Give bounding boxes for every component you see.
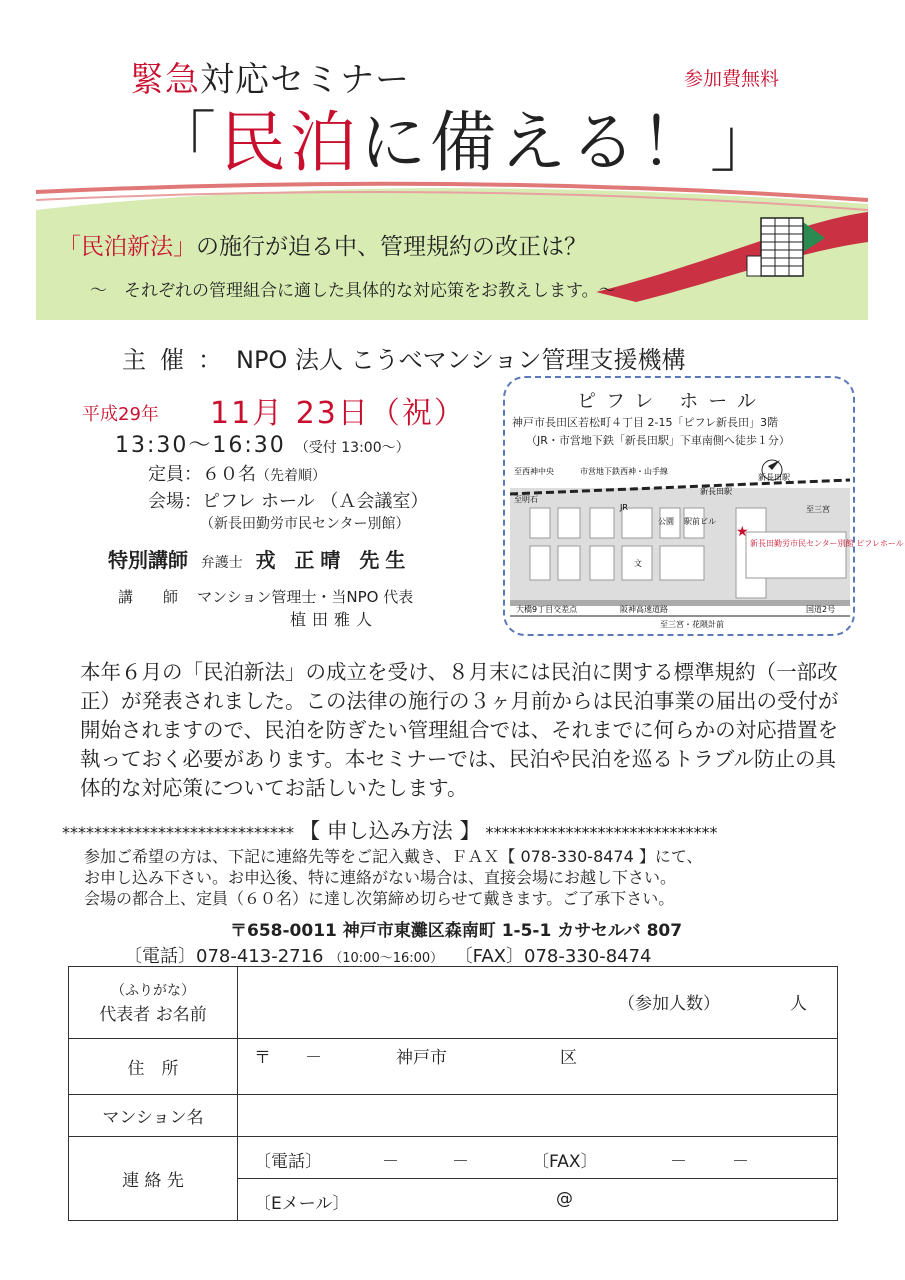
free-fee-note: 参加費無料: [684, 68, 780, 90]
title-open-bracket: 「: [150, 104, 220, 181]
title-rest: に備える！」: [360, 104, 780, 181]
map-access: （JR・市営地下鉄「新長田駅」下車南側へ徒歩１分）: [526, 434, 790, 447]
svg-text:★: ★: [736, 524, 749, 540]
email-field[interactable]: [238, 1179, 838, 1221]
title-minpaku: 民泊: [220, 104, 360, 181]
seminar-tagline: [130, 52, 410, 101]
map-label-akashi: 至明石: [514, 495, 538, 504]
map-address: 神戸市長田区若松町４丁目 2-15「ピフレ新長田」3階: [512, 416, 779, 429]
tel-label: 〔電話〕: [254, 1152, 322, 1172]
special-label: 特別講師: [108, 548, 188, 572]
address-label: 住 所: [69, 1039, 238, 1095]
map-label-route2: 国道2号: [806, 605, 836, 614]
access-map: [510, 450, 904, 630]
map-label-sannomiya: 至三宮: [806, 505, 830, 514]
event-date: 11月 23日（祝）: [210, 396, 466, 431]
tagline-rest: 対応セミナー: [200, 60, 410, 100]
apply-instructions: [84, 846, 703, 909]
date-era: 平成29年: [82, 404, 159, 425]
special-name: 戎 正晴 先生: [255, 548, 412, 572]
tagline-urgent: 緊急: [130, 60, 200, 100]
building-icon: [745, 212, 825, 282]
apply-title: 【 申し込み方法 】: [299, 819, 481, 843]
lecturer: [118, 586, 413, 607]
map-label-seishin: 至西神中央: [514, 467, 554, 476]
capacity: [148, 460, 326, 486]
capacity-note: （先着順）: [256, 468, 326, 484]
lecturer-label: 講 師: [118, 588, 179, 606]
fax: 〔FAX〕078-330-8474: [454, 946, 652, 967]
apply-line-3: 会場の都合上、定員（６０名）に達し次第締め切らせて戴きます。ご了承下さい。: [84, 889, 675, 908]
reception-time: （受付 13:00～）: [294, 440, 410, 456]
special-lecturer: [108, 544, 411, 573]
lecturer-name: 植田雅人: [290, 610, 379, 629]
stars-left: *****************************: [62, 823, 294, 842]
special-title: 弁護士: [200, 555, 243, 571]
map-label-station: 新長田駅: [758, 473, 790, 482]
name-field[interactable]: [238, 967, 838, 1039]
venue: 会場：ピフレ ホール （Ａ会議室）: [148, 491, 429, 512]
contact-phone-fax: [124, 942, 652, 968]
participants-unit: 人: [790, 994, 807, 1014]
tel-dash-1: －: [382, 1152, 399, 1172]
fax-dash-1: －: [670, 1152, 687, 1172]
event-time: [115, 428, 410, 459]
map-label-bottom: 至三宮・花隈計前: [660, 620, 724, 629]
contact-address: 〒658-0011 神戸市東灘区森南町 1-5-1 カサセルバ 807: [230, 921, 683, 941]
address-field[interactable]: [238, 1039, 838, 1095]
subhead-new-law: 「民泊新法」: [58, 234, 196, 260]
capacity-value: 定員：６０名: [148, 464, 256, 485]
fax-dash-2: －: [732, 1152, 749, 1172]
fax-label: 〔FAX〕: [532, 1152, 598, 1172]
postal-prefix: 〒 －: [254, 1048, 322, 1068]
mansion-field[interactable]: [238, 1095, 838, 1137]
banner-subline: ～ それぞれの管理組合に適した具体的な対応策をお教えします。～: [90, 281, 616, 301]
time-range: 13:30～16:30: [115, 433, 286, 458]
description-paragraph: 本年６月の「民泊新法」の成立を受け、８月末には民泊に関する標準規約（一部改正）が発表されました。この法律の施行の３ヶ月前からは民泊事業の届出の受付が開始されますので、民泊を防ぎたい管理組合では、それまでに何らかの対応措置を執っておく必要があります。本セミナーでは、民泊や民泊を巡るトラブル防止の具体的な対応策についてお話しいたします。: [80, 660, 839, 800]
map-label-rail-line: 市営地下鉄西神・山手線: [580, 467, 668, 476]
application-form: [68, 966, 838, 1221]
stars-right: *****************************: [485, 823, 718, 842]
tel-hours: （10:00～16:00）: [329, 951, 444, 966]
venue-subtitle: （新長田勤労市民センター別館）: [200, 516, 410, 532]
map-title: ピフレ ホール: [577, 390, 766, 412]
mansion-label: マンション名: [69, 1095, 238, 1137]
participants-label: （参加人数）: [618, 994, 720, 1014]
main-title: [150, 104, 780, 181]
apply-line-2: お申し込み下さい。お申込後、特に連絡がない場合は、直接会場にお越し下さい。: [84, 868, 677, 887]
subhead-rest: の施行が迫る中、管理規約の改正は？: [196, 234, 587, 260]
tel: 〔電話〕078-413-2716: [124, 946, 324, 967]
map-label-ohashi: 大橋9丁目交差点: [516, 605, 578, 614]
map-label-school: 文: [634, 559, 642, 568]
email-label: 〔Eメール〕: [254, 1194, 350, 1214]
apply-heading: [62, 815, 718, 845]
contact-label: 連 絡 先: [69, 1137, 238, 1221]
map-label-ekimae: 駅前ビル: [684, 517, 716, 526]
furigana-label: （ふりがな）: [111, 983, 195, 999]
lecturer-title: マンション管理士・当NPO 代表: [197, 588, 414, 606]
phone-fax-field[interactable]: [238, 1137, 838, 1179]
map-label-hanshin: 阪神高速道路: [620, 605, 668, 614]
host-name: NPO 法人 こうべマンション管理支援機構: [236, 346, 686, 374]
banner-subheading: [58, 228, 587, 261]
host-organizer: [122, 340, 686, 375]
tel-dash-2: －: [452, 1152, 469, 1172]
name-label-cell: [69, 967, 238, 1039]
map-label-target: 新長田勤労市民センター別館 ピフレホール: [750, 539, 904, 548]
address-ward: 区: [560, 1048, 577, 1068]
map-label-park: 公園: [658, 517, 674, 526]
map-label-jr: JR: [620, 503, 628, 512]
email-at: @: [556, 1189, 573, 1209]
name-label: 代表者 お名前: [99, 1005, 207, 1025]
apply-line-1: 参加ご希望の方は、下記に連絡先等をご記入戴き、ＦＡＸ【 078-330-8474 】にて、: [84, 847, 703, 866]
address-city: 神戸市: [396, 1048, 447, 1068]
map-label-station-2: 新長田駅: [700, 487, 732, 496]
host-label: 主催：: [122, 346, 236, 374]
